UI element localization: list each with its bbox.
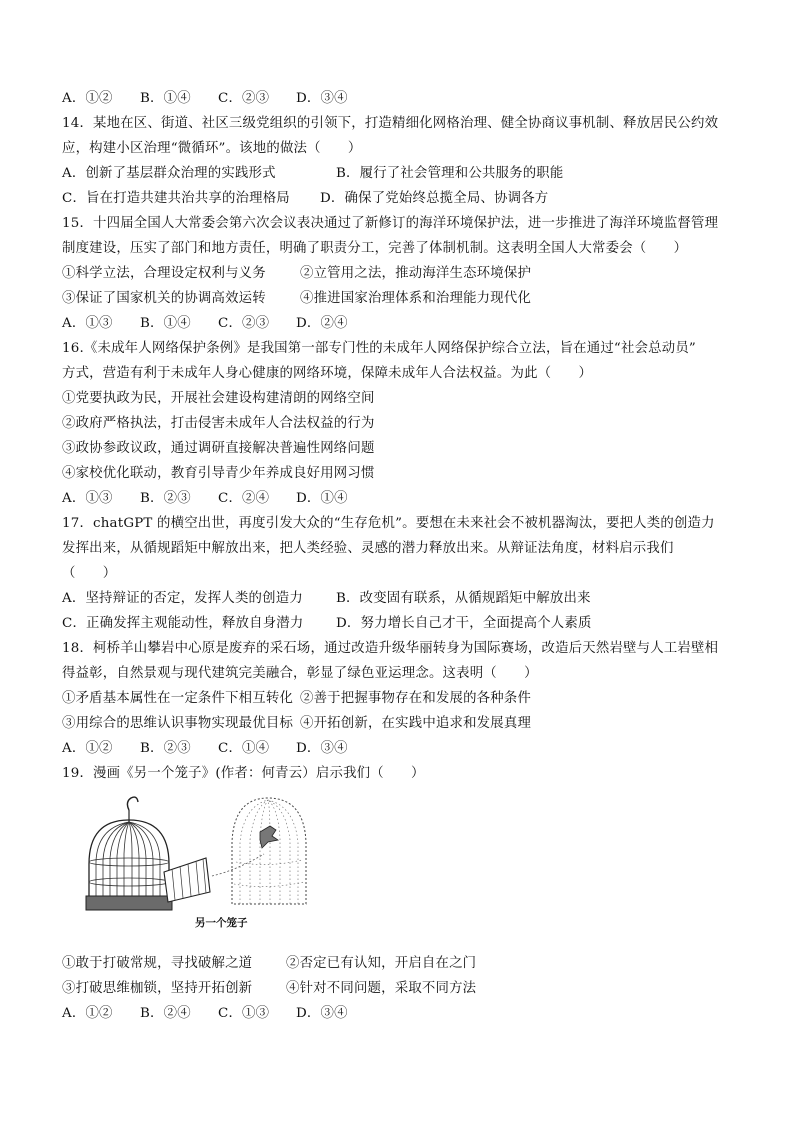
q13-options (62, 90, 348, 108)
q14-stem-line2: 应，构建小区治理“微循环”。该地的做法（ ） (62, 141, 362, 156)
q15-options (62, 315, 348, 333)
q15-stem-line1: 15．十四届全国人大常委会第六次会议表决通过了新修订的海洋环境保护法，进一步推进了海洋环境监督管理 (62, 216, 719, 231)
q18-options (62, 740, 348, 758)
q15-option-c: C．②③ (218, 316, 270, 331)
q18-statement-4: ④开拓创新，在实践中追求和发展真理 (300, 716, 532, 731)
q15-statement-3: ③保证了国家机关的协调高效运转 (62, 291, 266, 306)
q15-statements-34 (62, 290, 531, 308)
q16-stem-line2: 方式，营造有利于未成年人身心健康的网络环境，保障未成年人合法权益。为此（ ） (62, 366, 593, 381)
q15-option-a: A．①③ (62, 316, 113, 331)
q16-stem-line1: 16.《未成年人网络保护条例》是我国第一部专门性的未成年人网络保护综合立法，旨在通过“社会总动员” (62, 341, 696, 356)
q17-option-b: B．改变固有联系，从循规蹈矩中解放出来 (336, 591, 591, 606)
q13-option-c: C．②③ (218, 91, 270, 106)
q14-option-a: A．创新了基层群众治理的实践形式 (62, 166, 276, 181)
q14-stem-line1: 14．某地在区、街道、社区三级党组织的引领下，打造精细化网格治理、健全协商议事机制、释放居民公约效 (62, 116, 719, 131)
q16-statement-3: ③政协参政议政，通过调研直接解决普遍性网络问题 (62, 441, 375, 456)
q19-statement-1: ①敢于打破常规，寻找破解之道 (62, 956, 253, 971)
q19-option-a: A．①② (62, 1006, 113, 1021)
q19-statement-4: ④针对不同问题，采取不同方法 (286, 981, 477, 996)
q17-options-ab (62, 590, 591, 608)
q14-option-d: D．确保了党始终总揽全局、协调各方 (320, 191, 549, 206)
q19-option-d: D．③④ (296, 1006, 348, 1021)
q18-statement-1: ①矛盾基本属性在一定条件下相互转化 (62, 691, 294, 706)
q15-statement-1: ①科学立法，合理设定权利与义务 (62, 266, 266, 281)
q18-statement-3: ③用综合的思维认识事物实现最优目标 (62, 716, 294, 731)
q18-stem-line2: 得益彰，自然景观与现代建筑完美融合，彰显了绿色亚运理念。这表明（ ） (62, 666, 538, 681)
q18-statements-34 (62, 715, 531, 733)
q17-options-cd (62, 615, 592, 633)
q19-statements-12 (62, 955, 476, 973)
q16-option-d: D．①④ (296, 491, 348, 506)
q18-option-a: A．①② (62, 741, 113, 756)
q16-option-b: B．②③ (140, 491, 191, 506)
q14-options-ab (62, 165, 564, 183)
q19-option-c: C．①③ (218, 1006, 270, 1021)
q17-stem-line1: 17．chatGPT 的横空出世，再度引发大众的“生存危机”。要想在未来社会不被机器淘汰，要把人类的创造力 (62, 516, 715, 531)
q16-option-a: A．①③ (62, 491, 113, 506)
q16-statement-1: ①党要执政为民，开展社会建设构建清朗的网络空间 (62, 391, 375, 406)
q14-options-cd (62, 190, 548, 208)
q16-statement-4: ④家校优化联动，教育引导青少年养成良好用网习惯 (62, 466, 375, 481)
q15-option-b: B．①④ (140, 316, 191, 331)
q17-option-d: D．努力增长自己才干，全面提高个人素质 (336, 616, 592, 631)
q16-option-c: C．②④ (218, 491, 270, 506)
q19-option-b: B．②④ (140, 1006, 191, 1021)
q15-statements-12 (62, 265, 531, 283)
q15-statement-4: ④推进国家治理体系和治理能力现代化 (300, 291, 532, 306)
q19-statement-3: ③打破思维枷锁，坚持开拓创新 (62, 981, 253, 996)
q17-stem-line3: （ ） (62, 566, 117, 581)
q18-option-b: B．②③ (140, 741, 191, 756)
q18-option-c: C．①④ (218, 741, 270, 756)
q15-statement-2: ②立管用之法，推动海洋生态环境保护 (300, 266, 532, 281)
q13-option-d: D．③④ (296, 91, 348, 106)
q16-options (62, 490, 348, 508)
q16-statement-2: ②政府严格执法，打击侵害未成年人合法权益的行为 (62, 416, 375, 431)
q14-option-c: C．旨在打造共建共治共享的治理格局 (62, 191, 290, 206)
q17-option-a: A．坚持辩证的否定，发挥人类的创造力 (62, 591, 303, 606)
cartoon-figure (72, 792, 332, 942)
q13-option-b: B．①④ (140, 91, 191, 106)
q19-statements-34 (62, 980, 476, 998)
birdcage-illustration (72, 792, 332, 912)
q15-option-d: D．②④ (296, 316, 348, 331)
q17-option-c: C．正确发挥主观能动性，释放自身潜力 (62, 616, 304, 631)
q17-stem-line2: 发挥出来，从循规蹈矩中解放出来，把人类经验、灵感的潜力释放出来。从辩证法角度，材料启示我们 (62, 541, 674, 556)
q15-stem-line2: 制度建设，压实了部门和地方责任，明确了职责分工，完善了体制机制。这表明全国人大常委会（ ） (62, 241, 688, 256)
q19-statement-2: ②否定已有认知，开启自在之门 (286, 956, 477, 971)
q18-stem-line1: 18．柯桥羊山攀岩中心原是废弃的采石场，通过改造升级华丽转身为国际赛场，改造后天然岩壁与人工岩壁相 (62, 641, 719, 656)
q18-statement-2: ②善于把握事物存在和发展的各种条件 (300, 691, 532, 706)
q19-stem: 19．漫画《另一个笼子》(作者：何青云）启示我们（ ） (62, 766, 425, 781)
q14-option-b: B．履行了社会管理和公共服务的职能 (336, 166, 564, 181)
q19-options (62, 1005, 348, 1023)
q13-option-a: A．①② (62, 91, 113, 106)
q18-statements-12 (62, 690, 531, 708)
figure-caption: 另一个笼子 (195, 917, 248, 929)
q18-option-d: D．③④ (296, 741, 348, 756)
